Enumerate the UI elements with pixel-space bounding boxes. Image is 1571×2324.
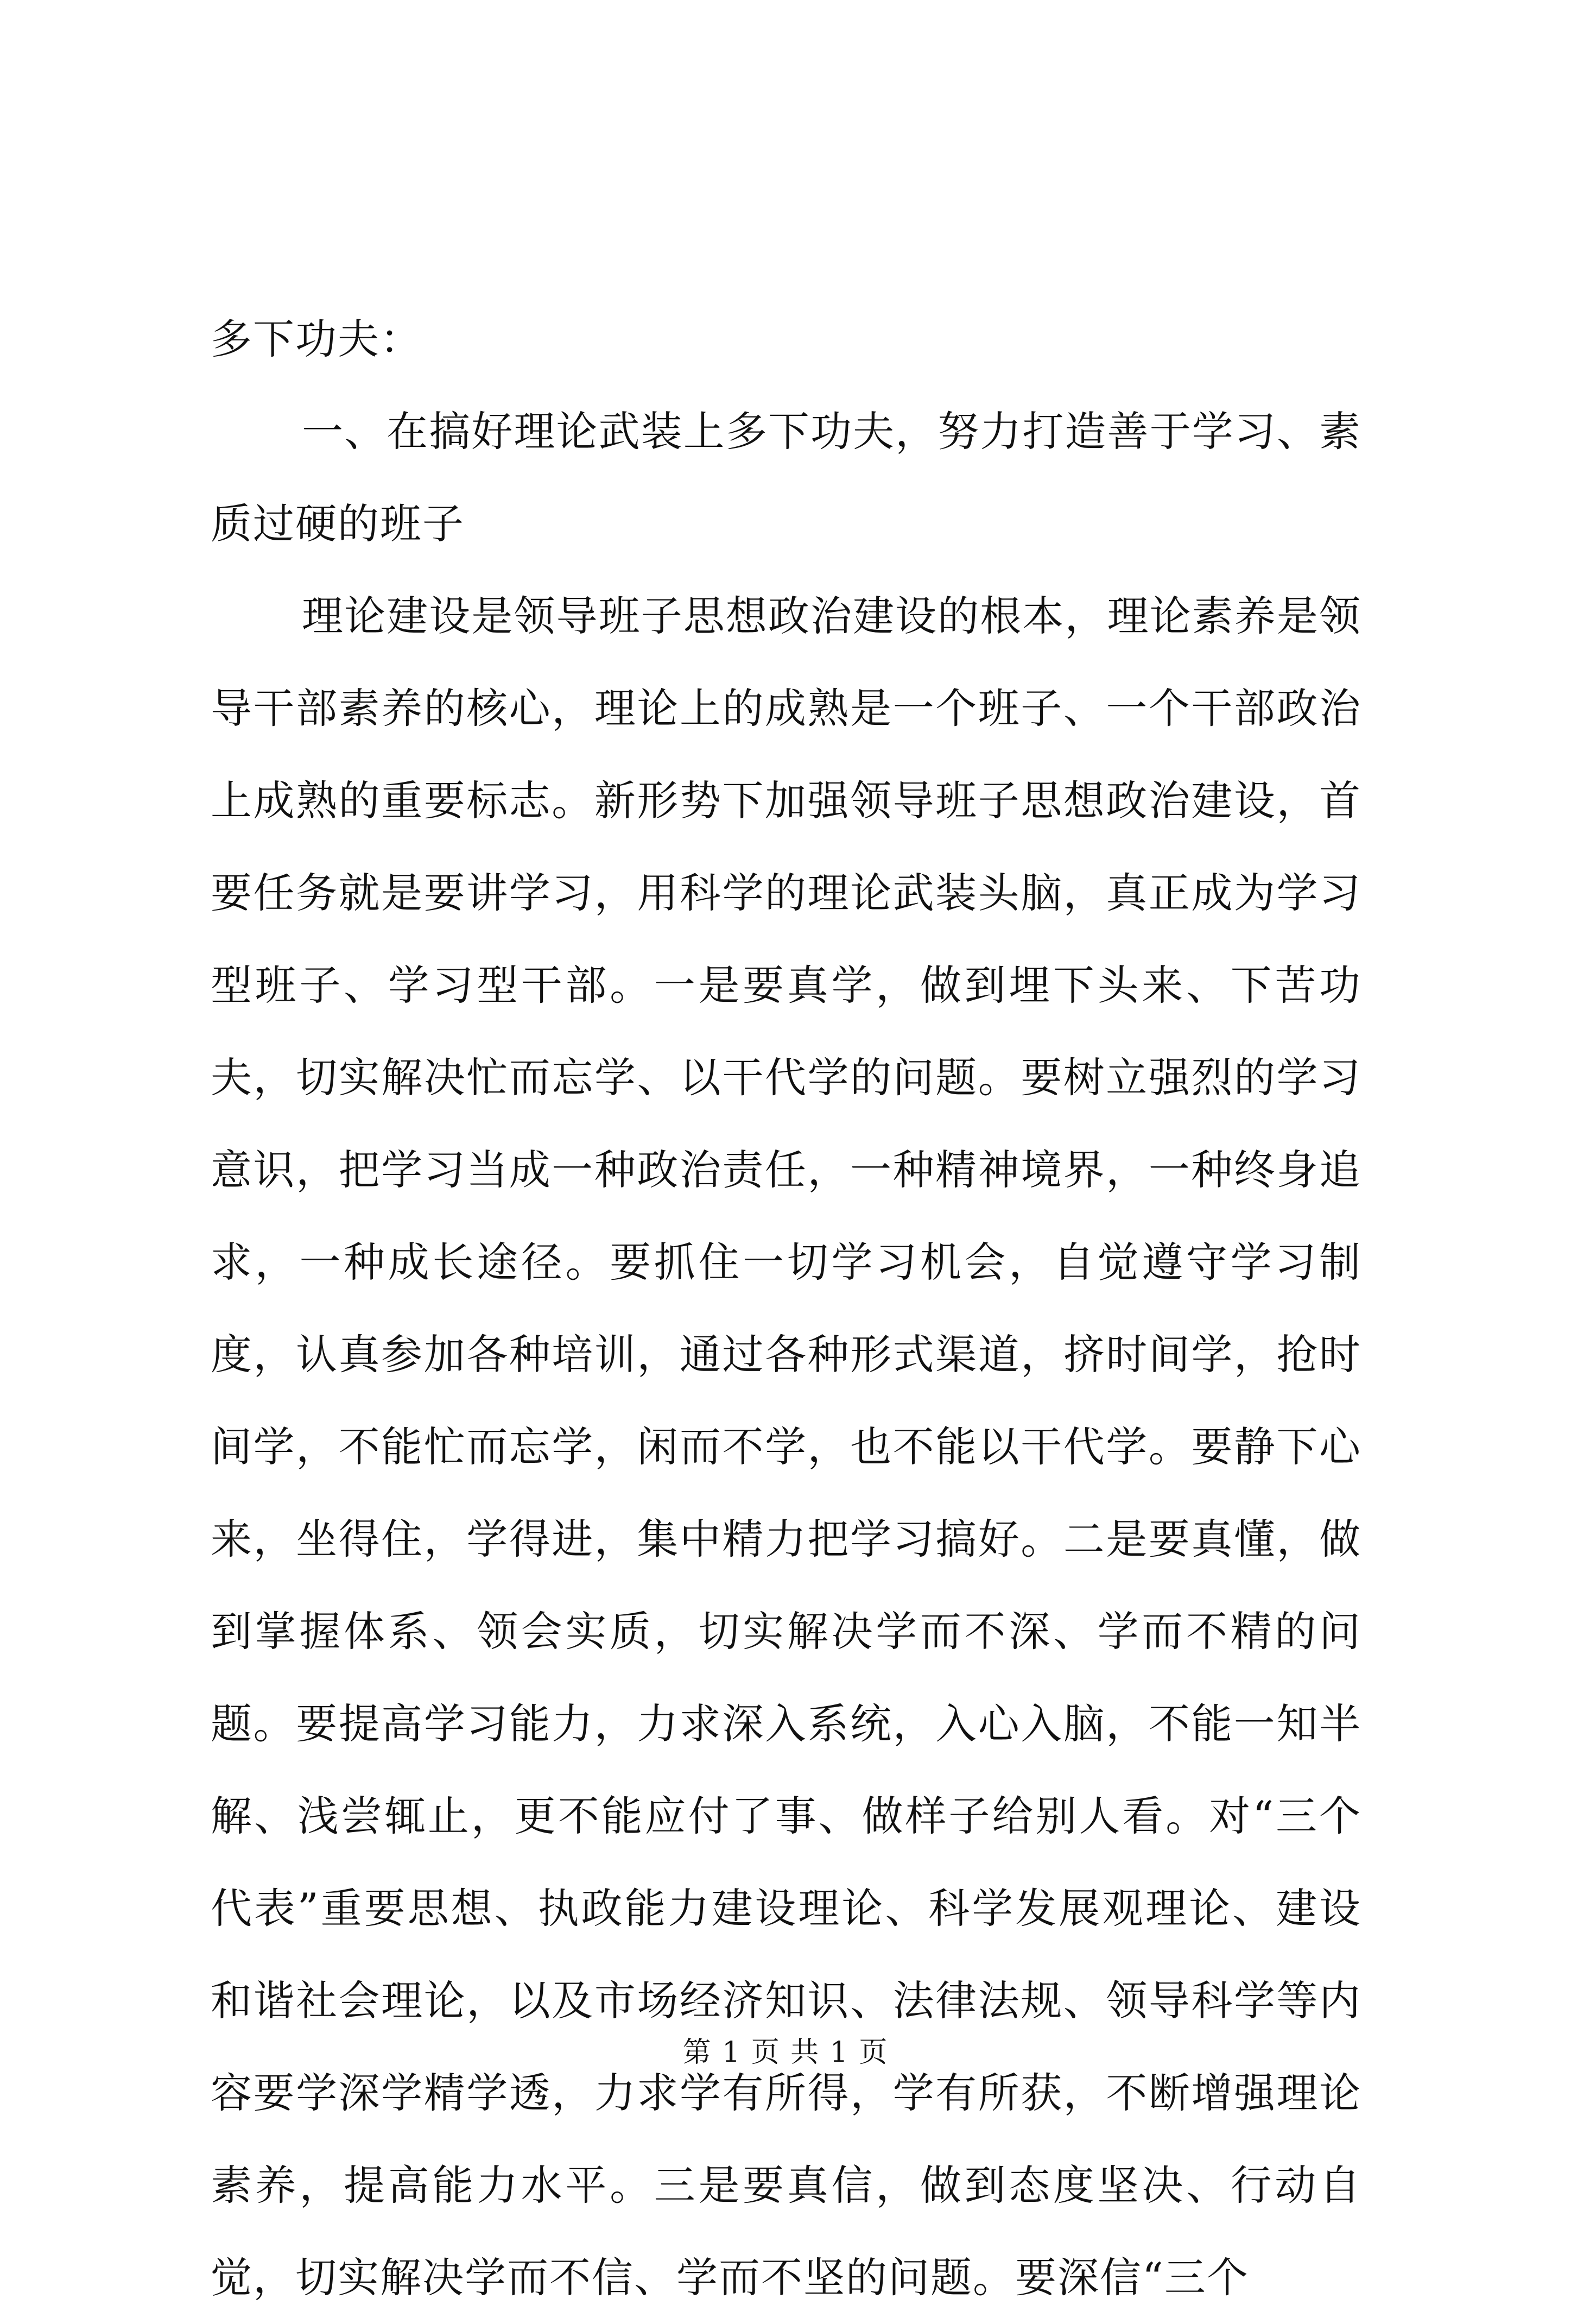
- section-heading: 一、在搞好理论武装上多下功夫，努力打造善于学习、素质过硬的班子: [211, 407, 1361, 548]
- paragraph-intro-tail: 多下功夫：: [211, 315, 422, 363]
- paragraph-body: 理论建设是领导班子思想政治建设的根本，理论素养是领导干部素养的核心，理论上的成熟是一个班子、一个干部政治上成熟的重要标志。新形势下加强领导班子思想政治建设，首要任务就是要讲学习，用科学的理论武装头脑，真正成为学习型班子、学习型干部。一是要真学，做到埋下头来、下苦功夫，切实解决忙而忘学、以干代学的问题。要树立强烈的学习意识，把学习当成一种政治责任，一种精神境界，一种终身追求，一种成长途径。要抓住一切学习机会，自觉遵守学习制度，认真参加各种培训，通过各种形式渠道，挤时间学，抢时间学，不能忙而忘学，闲而不学，也不能以干代学。要静下心来，坐得住，学得进，集中精力把学习搞好。二是要真懂，做到掌握体系、领会实质，切实解决学而不深、学而不精的问题。要提高学习能力，力求深入系统，入心入脑，不能一知半解、浅尝辄止，更不能应付了事、做样子给别人看。对“三个代表”重要思想、执政能力建设理论、科学发展观理论、建设和谐社会理论，以及市场经济知识、法律法规、领导科学等内容要学深学精学透，力求学有所得，学有所获，不断增强理论素养，提高能力水平。三是要真信，做到态度坚决、行动自觉，切实解决学而不信、学而不坚的问题。要深信“三个: [211, 592, 1361, 2302]
- page-number-footer: 第 1 页 共 1 页: [682, 2036, 889, 2069]
- document-body: [211, 293, 1361, 2324]
